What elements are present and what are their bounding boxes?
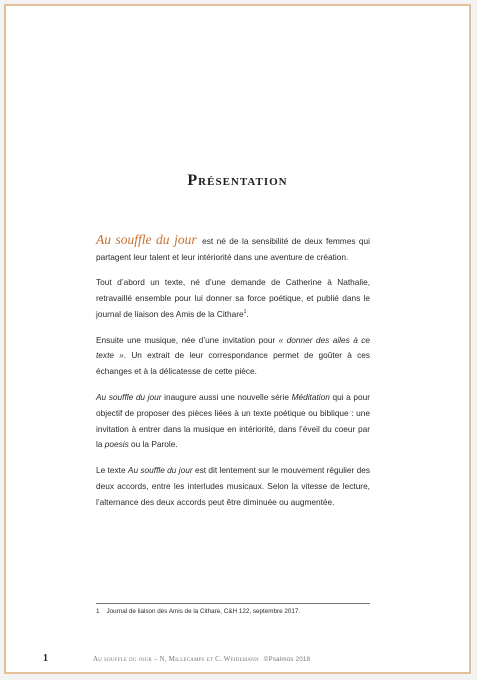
paragraph-3-text-after: . Un extrait de leur correspondance permet de goûter à ces échanges et à la délicatesse de cette pièce. bbox=[96, 350, 370, 377]
paragraph-5 bbox=[96, 463, 370, 511]
paragraph-2-text: Tout d’abord un texte, né d’une demande de Catherine à Nathalie, retravaillé ensemble pour lui donner sa force poétique, et publié dans le journal de liaison des Amis de la Cithare bbox=[96, 277, 370, 320]
paragraph-1 bbox=[96, 232, 370, 266]
paragraph-5-italic: Au souffle du jour bbox=[127, 464, 193, 475]
paragraph-4-text-b: qui a pour objectif de proposer des pièces liées à un texte poétique ou biblique : une invitation à entrer dans la musique en intériorité, dans l’éveil du coeur par la bbox=[96, 391, 370, 450]
page-number: 1 bbox=[43, 653, 48, 664]
copyright: ©Psalmos 2018 bbox=[263, 656, 311, 663]
running-title: Au souffle du jour – N. Millecamps et C. Weidemann bbox=[93, 655, 259, 663]
paragraph-5-text-before: Le texte bbox=[96, 464, 128, 475]
page-title: Présentation bbox=[187, 172, 288, 189]
paragraph-1-text: est né de la sensibilité de deux femmes qui partagent leur talent et leur intériorité dans une aventure de création. bbox=[96, 236, 370, 262]
paragraph-4-text-a: inaugure aussi une nouvelle série bbox=[161, 391, 292, 402]
paragraph-3 bbox=[96, 333, 370, 381]
footnote bbox=[96, 608, 396, 615]
footnote-number: 1 bbox=[96, 608, 100, 615]
paragraph-5-text-after: est dit lentement sur le mouvement régulier des deux accords, entre les interludes musicaux. Selon la vitesse de lecture, l’alternance des deux accords peut être diminuée ou augmentée. bbox=[96, 464, 371, 507]
paragraph-4-italic-start: Au souffle du jour bbox=[96, 391, 162, 402]
running-footer bbox=[93, 655, 310, 663]
paragraph-3-text-before: Ensuite une musique, née d’une invitation pour bbox=[96, 334, 279, 345]
paragraph-4-italic-mid: Méditation bbox=[291, 391, 330, 402]
footnote-text: Journal de liaison des Amis de la Cithare, C&H 122, septembre 2017. bbox=[106, 608, 301, 615]
body-text bbox=[96, 232, 370, 520]
paragraph-2-end: . bbox=[246, 309, 249, 320]
paragraph-3-quote: « donner des ailes à ce texte » bbox=[96, 334, 370, 361]
footnote-divider bbox=[96, 603, 370, 604]
paragraph-2 bbox=[96, 275, 370, 323]
paragraph-4-italic-end: poesis bbox=[104, 439, 129, 450]
footnote-reference: 1 bbox=[243, 309, 247, 316]
paragraph-4 bbox=[96, 390, 370, 454]
paragraph-4-text-c: ou la Parole. bbox=[128, 439, 178, 450]
lead-title: Au souffle du jour bbox=[96, 232, 197, 247]
document-page bbox=[4, 4, 471, 674]
